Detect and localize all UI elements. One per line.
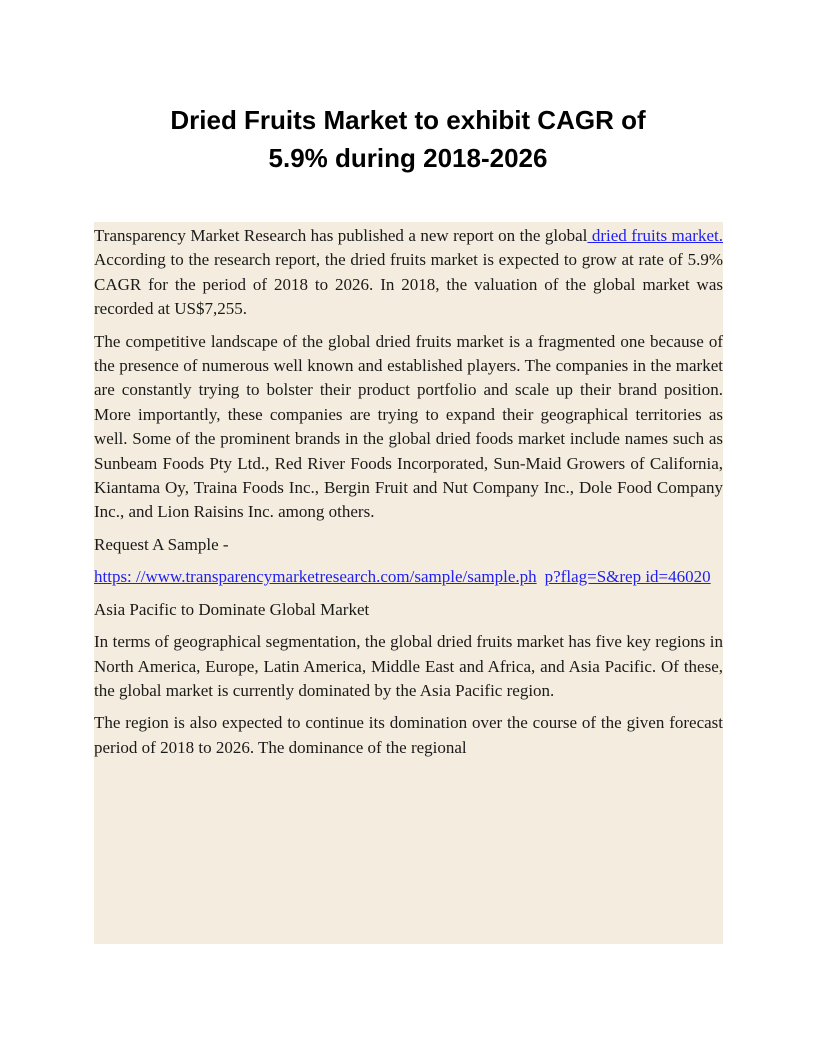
intro-text-end: According to the research report, the dried fruits market is expected to grow at rate of 5.9% CAGR for the period of 2018 to 2026. In 2018, the valuation of the global market was recorded at US$7,255. (94, 250, 723, 319)
competition-paragraph: The competitive landscape of the global dried fruits market is a fragmented one because of the presence of numerous well known and established players. The companies in the market are constantly trying to bolster their product portfolio and scale up their brand position. More importantly, these companies are trying to expand their geographical territories as well. Some of the prominent brands in the global dried foods market include names such as Sunbeam Foods Pty Ltd., Red River Foods Incorporated, Sun-Maid Growers of California, Kiantama Oy, Traina Foods Inc., Bergin Fruit and Nut Company Inc., Dole Food Company Inc., and Lion Raisins Inc. among others. (94, 331, 723, 522)
title-line-2: 5.9% during 2018-2026 (268, 143, 548, 173)
sample-url-part-1: https: //www.transparencymarketresearch.com/sample/sample.ph (94, 567, 537, 587)
sample-url-link[interactable] (94, 567, 711, 586)
sample-url-paragraph (94, 565, 723, 589)
section-heading: Asia Pacific to Dominate Global Market (94, 599, 370, 619)
sample-url-part-2: p?flag=S&rep id=46020 (544, 567, 711, 587)
sample-heading: Request A Sample - (94, 534, 229, 554)
intro-text-start: Transparency Market Research has published a new report on the global (94, 226, 588, 245)
article-body (94, 224, 723, 768)
title-line-1: Dried Fruits Market to exhibit CAGR of (170, 105, 646, 135)
intro-paragraph (94, 224, 723, 322)
region-paragraph: The region is also expected to continue its domination over the course of the given forecast period of 2018 to 2026. The dominance of the regional (94, 713, 723, 757)
dried-fruits-market-link[interactable]: dried fruits market. (587, 226, 723, 245)
page-title (0, 101, 816, 177)
segmentation-paragraph: In terms of geographical segmentation, the global dried fruits market has five key regions in North America, Europe, Latin America, Middle East and Africa, and Asia Pacific. Of these, the global market is currently dominated by the Asia Pacific region. (94, 632, 723, 700)
